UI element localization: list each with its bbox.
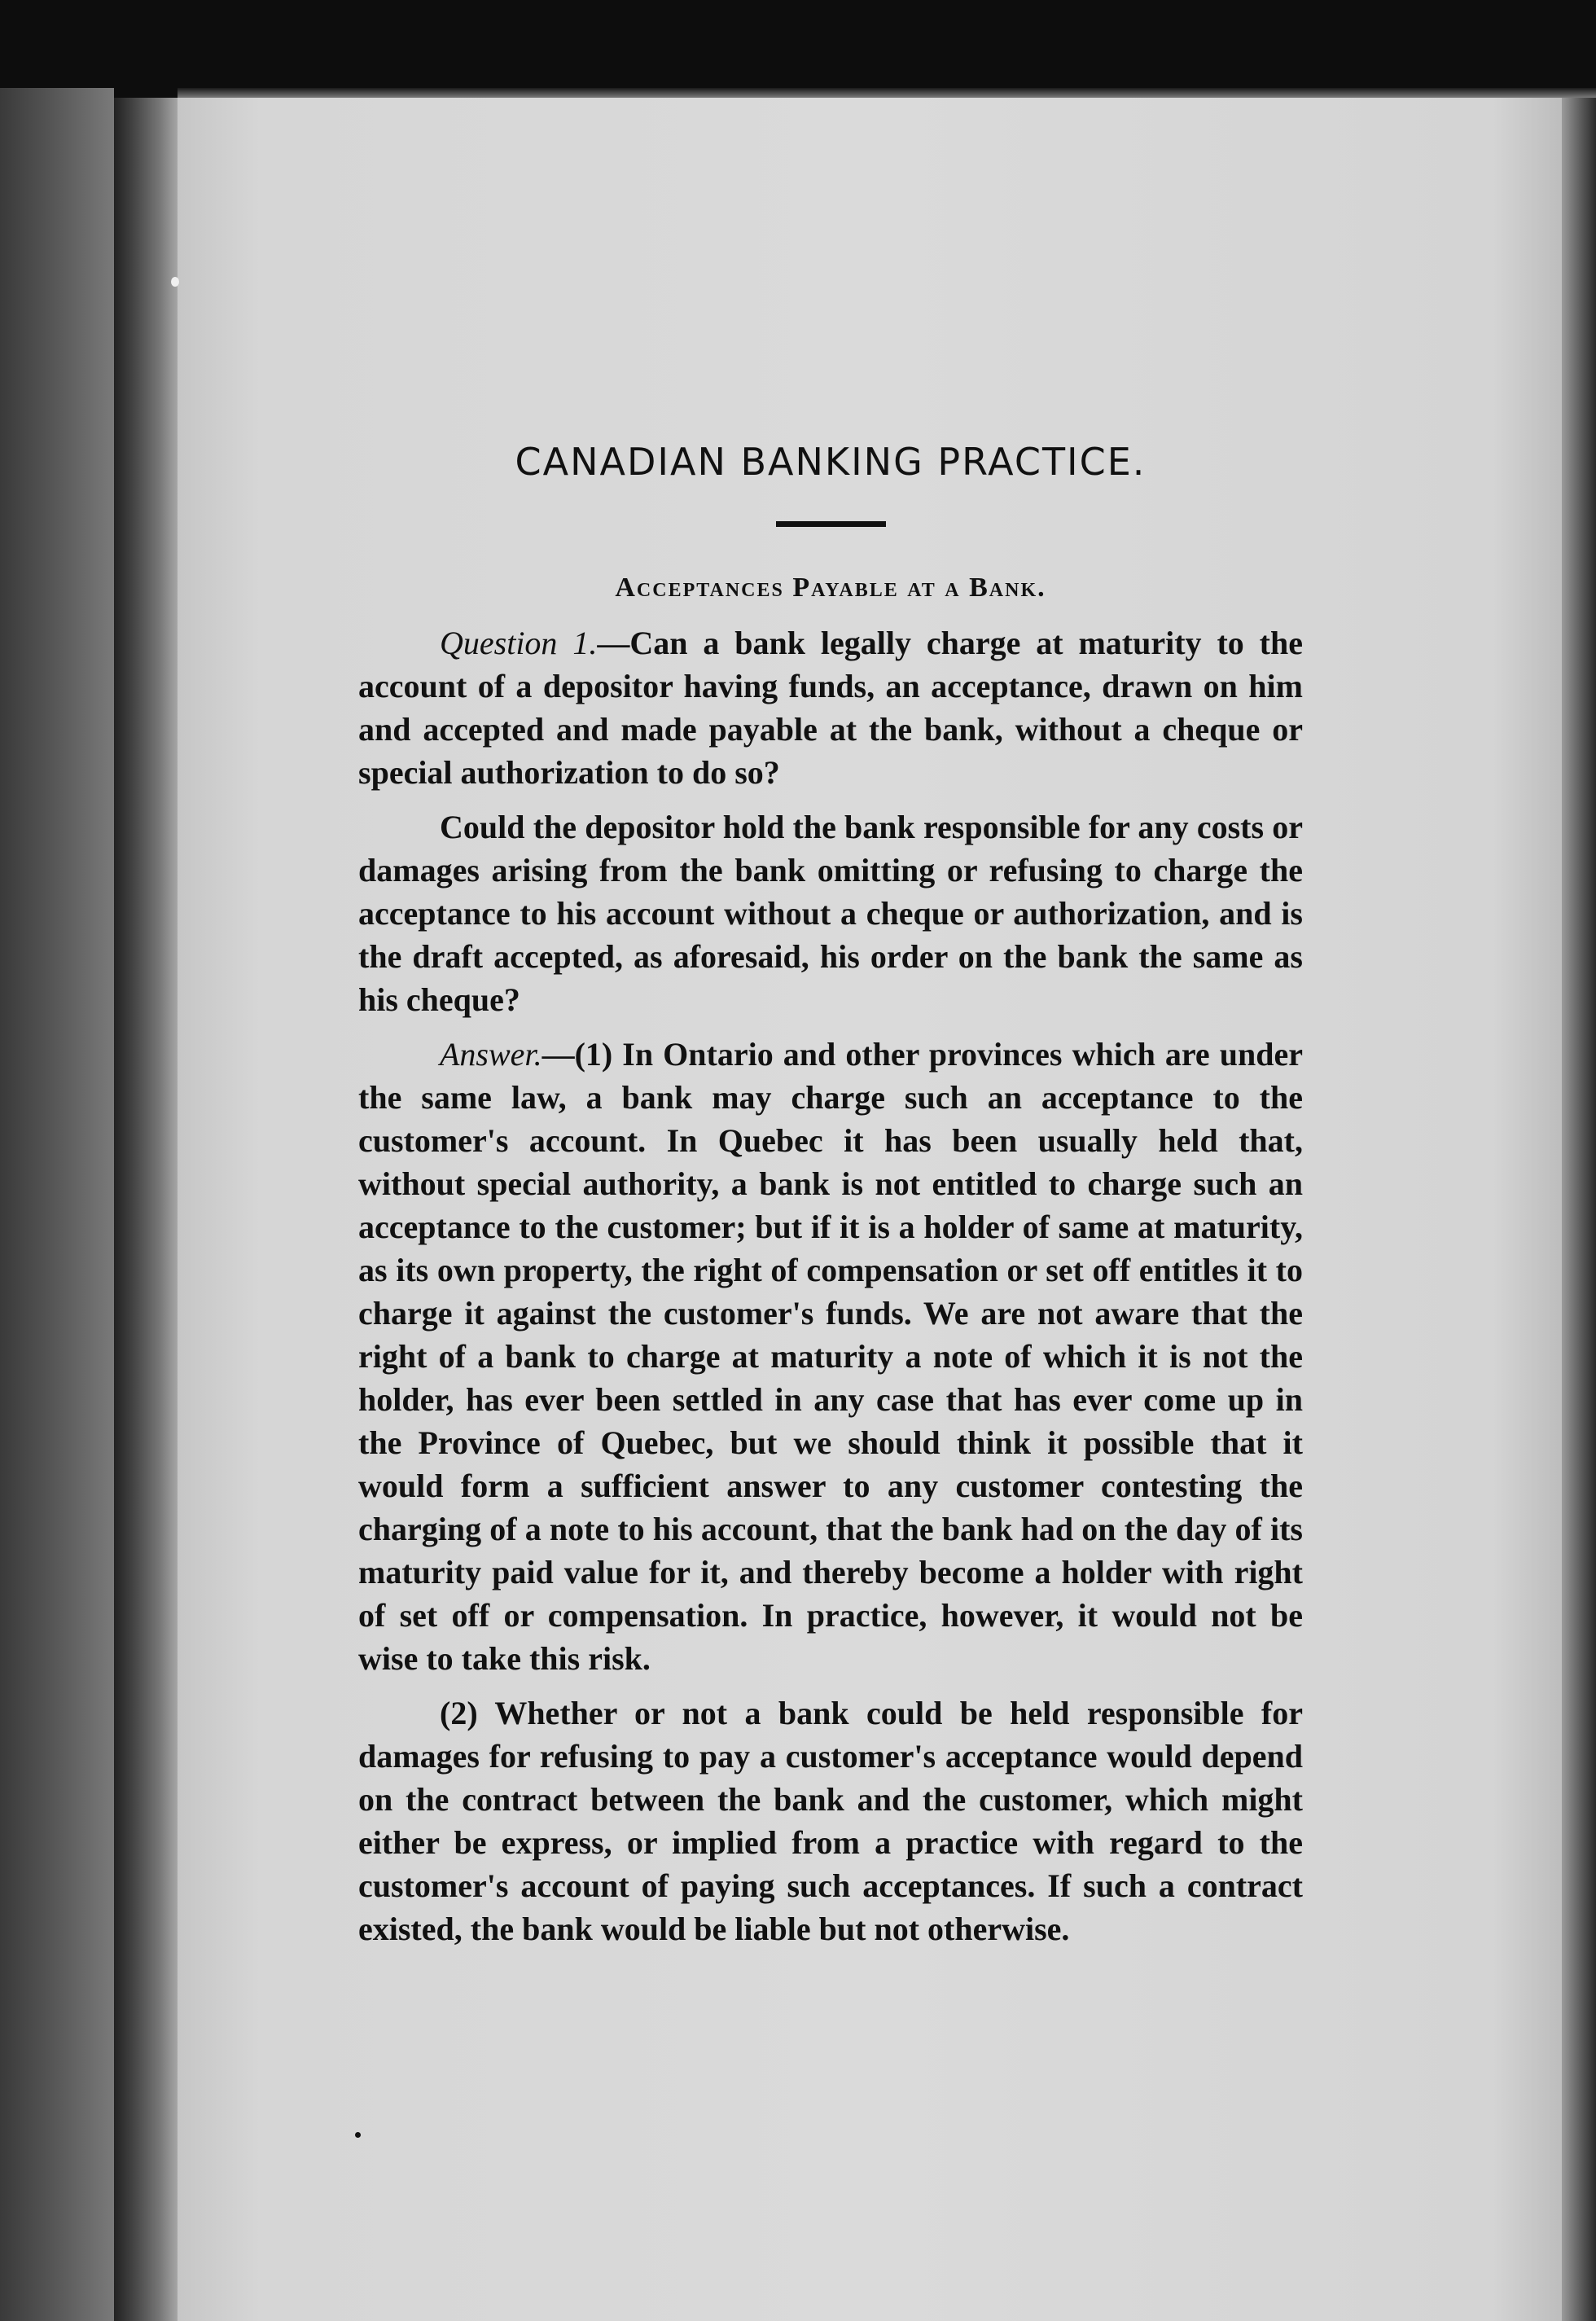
paragraph-answer-two bbox=[358, 1691, 1303, 1950]
page-right-edge bbox=[1562, 98, 1596, 2321]
facing-page-edge bbox=[0, 88, 114, 2321]
section-heading: Acceptances Payable at a Bank. bbox=[615, 573, 1046, 603]
answer-text: —(1) In Ontario and other provinces which are under the same law, a bank may charge such an acceptance to the customer's account. In Quebec it has been usually held that, without special authority, a bank is not entitled to charge such an acceptance to the customer; but if it is a holder of same at maturity, as its own property, the right of compensation or set off entitles it to charge it against the customer's funds. We are not aware that the right of a bank to charge at maturity a note of which it is not the holder, has ever been settled in any case that has ever come up in the Province of Quebec, but we should think it possible that it would form a sufficient answer to any customer contesting the charging of a note to his account, that the bank had on the day of its maturity paid value for it, and thereby become a holder with right of set off or compensation. In practice, however, it would not be wise to take this risk. bbox=[358, 1036, 1303, 1677]
page-title: CANADIAN BANKING PRACTICE. bbox=[515, 440, 1147, 484]
question-lead: Question 1. bbox=[440, 625, 598, 661]
binding-gutter bbox=[114, 98, 179, 2321]
answer-lead: Answer. bbox=[440, 1036, 542, 1073]
depositor-text: Could the depositor hold the bank responsible for any costs or damages arising from the bank omitting or refusing to charge the acceptance to his account without a cheque or authorization, and is the draft accepted, as aforesaid, his order on the bank the same as his cheque? bbox=[358, 809, 1303, 1018]
title-rule bbox=[776, 521, 886, 527]
question-text: —Can a bank legally charge at maturity to the account of a depositor having funds, an acceptance, drawn on him and accepted and made payable at the bank, without a cheque or special authorization to do so? bbox=[358, 625, 1303, 791]
paragraph-depositor bbox=[358, 805, 1303, 1021]
paragraph-question bbox=[358, 621, 1303, 794]
paragraph-answer bbox=[358, 1033, 1303, 1680]
scan-speck bbox=[171, 277, 179, 287]
scan-speck bbox=[355, 2132, 361, 2138]
answer-two-text: (2) Whether or not a bank could be held responsible for damages for refusing to pay a customer's acceptance would depend on the contract between the bank and the customer, which might either be express, or implied from a practice with regard to the customer's account of paying such acceptances. If such a contract existed, the bank would be liable but not otherwise. bbox=[358, 1695, 1303, 1947]
page-text bbox=[358, 440, 1303, 1962]
